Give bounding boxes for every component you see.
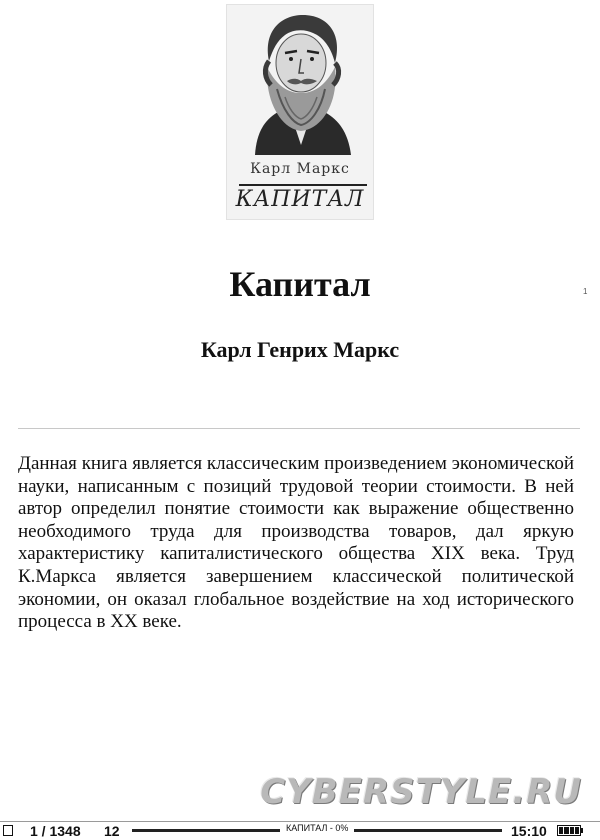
battery-bar: [559, 827, 563, 834]
battery-bar: [570, 827, 574, 834]
reader-status-bar: [0, 821, 600, 840]
chapter-number: 12: [104, 823, 120, 839]
book-title: Капитал: [229, 264, 371, 304]
battery-icon: [557, 825, 581, 836]
section-divider: [18, 428, 580, 429]
page-counter: 1 / 1348: [30, 823, 81, 839]
watermark-logo: CYBERSTYLE.RU: [260, 772, 582, 812]
status-book-title: КАПИТАЛ - 0%: [280, 822, 354, 834]
page-marker: 1: [583, 287, 588, 296]
clock: 15:10: [511, 823, 547, 839]
book-annotation: Данная книга является классическим произведением экономической науки, написанным с позиций трудовой теории стоимости. В ней автор определил понятие стоимости как выражение общественно необходимого труда для производства товаров, дал яркую характеристику капиталистического общества XIX века. Труд К.Маркса является завершением классической политической экономии, он оказал глобальное воздействие на ход исторического процесса в XX веке.: [18, 453, 574, 633]
cover-author-text: Карл Маркс: [250, 161, 350, 177]
battery-bar: [564, 827, 568, 834]
book-icon: [3, 825, 13, 836]
book-cover: [226, 4, 374, 220]
book-author: Карл Генрих Маркс: [200, 337, 400, 362]
battery-tip: [581, 828, 583, 833]
cover-divider: [239, 184, 367, 186]
battery-bar: [575, 827, 579, 834]
portrait-illustration: [227, 5, 375, 155]
cover-title-text: КАПИТАЛ: [235, 187, 365, 212]
